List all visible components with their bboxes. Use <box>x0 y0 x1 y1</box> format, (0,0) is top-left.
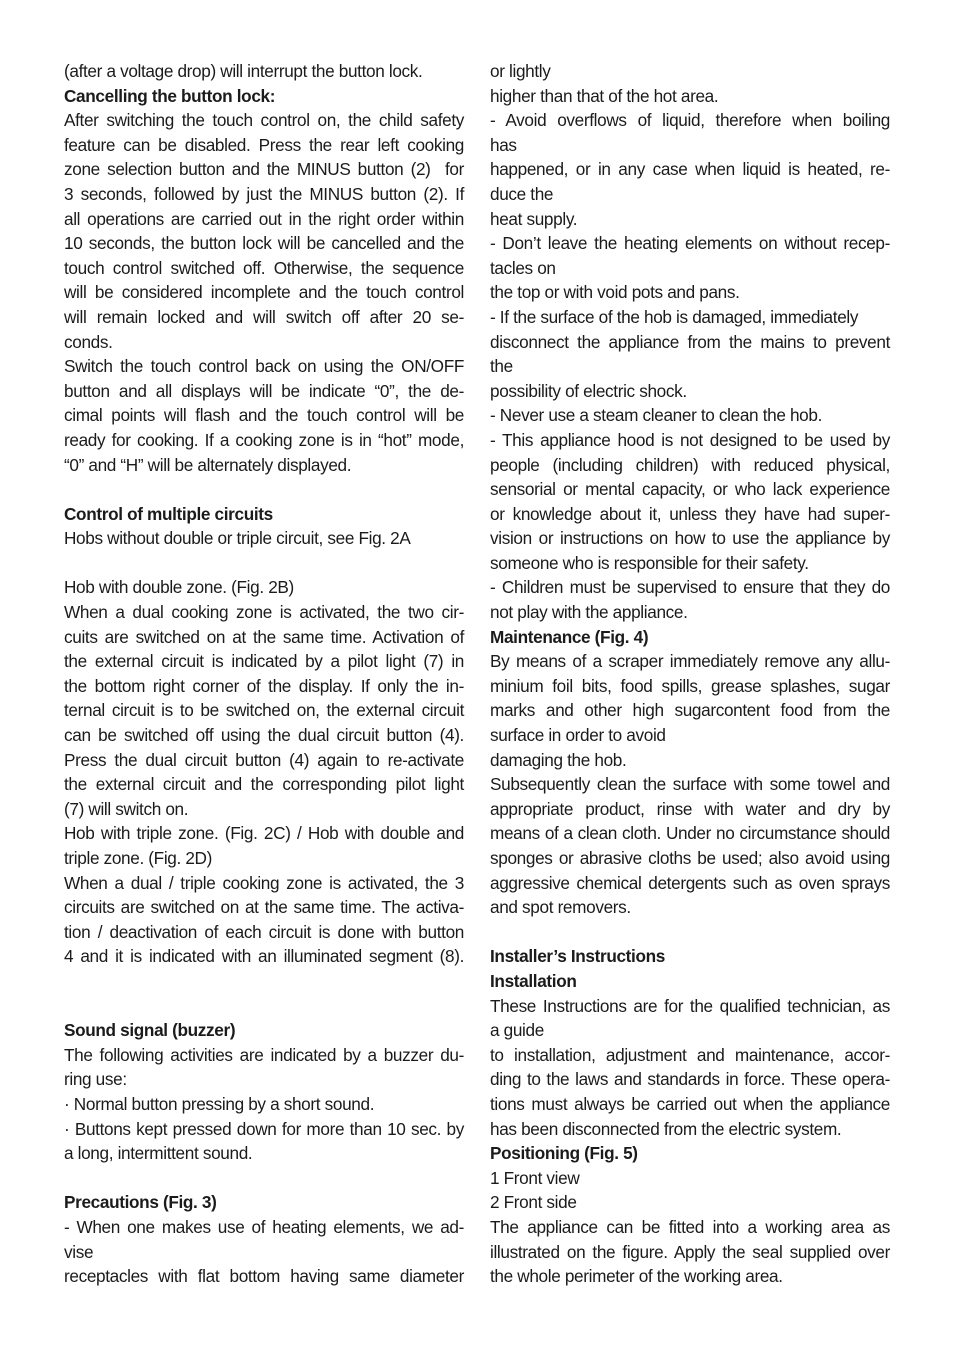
text-line: By means of a scraper immediately remove any allu- <box>490 651 890 672</box>
text-line: Hobs without double or triple circuit, see Fig. 2A <box>64 528 411 549</box>
text-line: circuits are switched on at the same time. The activa- <box>64 897 464 918</box>
text-line: the whole perimeter of the working area. <box>490 1266 783 1287</box>
paragraph-gap <box>64 1166 464 1191</box>
text-line: button and all displays will be indicate “0”, the de- <box>64 380 464 401</box>
text-line: Press the dual circuit button (4) again to re-activate <box>64 749 464 770</box>
text-line: the <box>490 356 513 377</box>
text-line: Subsequently clean the surface with some towel and <box>490 774 890 795</box>
text-line: ring use: <box>64 1069 127 1090</box>
text-line: all operations are carried out in the right order within <box>64 208 464 229</box>
text-line: When a dual cooking zone is activated, the two cir- <box>64 602 464 623</box>
text-line: tacles on <box>490 257 556 278</box>
text-line: conds. <box>64 331 113 352</box>
paragraph-gap <box>64 551 464 576</box>
text-line: marks and other high sugarcontent food from the <box>490 700 890 721</box>
text-line: someone who is responsible for their safety. <box>490 552 809 573</box>
paragraph-gap <box>490 920 890 945</box>
text-line: means of a clean cloth. Under no circumstance should <box>490 823 890 844</box>
text-line: - Don’t leave the heating elements on without recep- <box>490 233 890 254</box>
text-line: and spot removers. <box>490 897 631 918</box>
section-heading: Cancelling the button lock: <box>64 85 276 106</box>
text-line: (after a voltage drop) will interrupt the button lock. <box>64 61 423 81</box>
text-line: cimal points will flash and the touch control will be <box>64 405 464 426</box>
text-line: not play with the appliance. <box>490 602 688 623</box>
text-line: receptacles with flat bottom having same diameter <box>64 1266 464 1287</box>
text-line: The appliance can be fitted into a working area as <box>490 1216 890 1237</box>
text-line: 4 and it is indicated with an illuminated segment (8). <box>64 946 464 967</box>
text-line: - This appliance hood is not designed to be used by <box>490 429 890 450</box>
text-line: vise <box>64 1241 94 1262</box>
text-line: minium foil bits, food spills, grease splashes, sugar <box>490 675 890 696</box>
text-line: 3 seconds, followed by just the MINUS button (2). If <box>64 183 464 204</box>
text-line: touch control switched off. Otherwise, the sequence <box>64 257 464 278</box>
text-line: tion / deactivation of each circuit is done with button <box>64 921 464 942</box>
section-heading: Precautions (Fig. 3) <box>64 1192 217 1213</box>
text-line: to installation, adjustment and maintenance, accor- <box>490 1044 890 1065</box>
text-line: · Normal button pressing by a short sound. <box>64 1093 375 1114</box>
text-line: - Children must be supervised to ensure that they do <box>490 577 890 598</box>
text-line: After switching the touch control on, the child safety <box>64 110 464 131</box>
text-line: 1 Front view <box>490 1167 580 1188</box>
text-line: · Buttons kept pressed down for more than 10 sec. by <box>64 1118 464 1139</box>
text-line: - If the surface of the hob is damaged, immediately <box>490 306 859 327</box>
text-line: sensorial or mental capacity, or who lack experience <box>490 479 890 500</box>
left-text-column <box>64 59 464 1289</box>
text-line: triple zone. (Fig. 2D) <box>64 848 212 868</box>
text-line: tions must always be carried out when the appliance <box>490 1093 890 1114</box>
text-line: or lightly <box>490 61 551 81</box>
text-line: possibility of electric shock. <box>490 380 687 401</box>
text-line: appropriate product, rinse with water and dry by <box>490 798 890 819</box>
section-heading: Sound signal (buzzer) <box>64 1020 236 1041</box>
text-line: has been disconnected from the electric system. <box>490 1118 842 1139</box>
text-line: ding to the laws and standards in force. These opera- <box>490 1069 890 1090</box>
text-line: The following activities are indicated by a buzzer du- <box>64 1044 464 1065</box>
section-heading: Maintenance (Fig. 4) <box>490 626 649 647</box>
right-text-column <box>490 59 890 1289</box>
text-line: “0” and “H” will be alternately displayed. <box>64 454 352 475</box>
text-line: Hob with triple zone. (Fig. 2C) / Hob with double and <box>64 823 464 844</box>
text-line: - When one makes use of heating elements, we ad- <box>64 1216 464 1237</box>
text-line: heat supply. <box>490 208 578 229</box>
text-line: surface in order to avoid <box>490 725 666 746</box>
section-heading: Installer’s Instructions <box>490 946 665 967</box>
paragraph-gap <box>64 477 464 502</box>
text-line: illustrated on the figure. Apply the seal supplied over <box>490 1241 890 1262</box>
text-line: sponges or abrasive cloths be used; also avoid using <box>490 848 890 868</box>
text-line: When a dual / triple cooking zone is activated, the 3 <box>64 872 464 893</box>
text-line: happened, or in any case when liquid is heated, re- <box>490 159 890 180</box>
text-line: ternal circuit is to be switched on, the external circuit <box>64 700 464 721</box>
text-line: These Instructions are for the qualified technician, as <box>490 995 890 1016</box>
text-line: disconnect the appliance from the mains to prevent <box>490 331 890 352</box>
text-line: cuits are switched on at the same time. Activation of <box>64 626 464 647</box>
text-line: ready for cooking. If a cooking zone is in “hot” mode, <box>64 429 464 450</box>
text-line: 10 seconds, the button lock will be cancelled and the <box>64 233 464 254</box>
text-line: Switch the touch control back on using the ON/OFF <box>64 356 464 377</box>
text-line: (7) will switch on. <box>64 798 189 819</box>
text-line: - Avoid overflows of liquid, therefore when boiling <box>490 110 890 131</box>
text-line: or knowledge about it, unless they have had super- <box>490 503 890 524</box>
text-line: 2 Front side <box>490 1192 577 1213</box>
text-line: will remain locked and will switch off after 20 se- <box>64 306 464 327</box>
text-line: duce the <box>490 183 554 204</box>
text-line: damaging the hob. <box>490 749 627 770</box>
text-line: - Never use a steam cleaner to clean the hob. <box>490 405 823 426</box>
text-line: Hob with double zone. (Fig. 2B) <box>64 577 294 598</box>
section-heading: Control of multiple circuits <box>64 503 273 524</box>
paragraph-gap <box>64 994 464 1019</box>
section-heading: Installation <box>490 970 577 991</box>
text-line: can be switched off using the dual circuit button (4). <box>64 725 464 746</box>
text-line: a guide <box>490 1020 544 1041</box>
text-line: the external circuit is indicated by a pilot light (7) in <box>64 651 464 672</box>
text-line: the bottom right corner of the display. If only the in- <box>64 675 464 696</box>
text-line: people (including children) with reduced physical, <box>490 454 890 475</box>
text-line: will be considered incomplete and the touch control <box>64 282 464 303</box>
text-line: vision or instructions on how to use the appliance by <box>490 528 890 549</box>
paragraph-gap <box>64 969 464 994</box>
section-heading: Positioning (Fig. 5) <box>490 1143 638 1164</box>
text-line: higher than that of the hot area. <box>490 85 719 106</box>
text-line: a long, intermittent sound. <box>64 1143 253 1164</box>
text-line: the external circuit and the corresponding pilot light <box>64 774 464 795</box>
text-line: zone selection button and the MINUS button (2) for <box>64 159 464 180</box>
text-line: aggressive chemical detergents such as oven sprays <box>490 872 890 893</box>
text-line: feature can be disabled. Press the rear left cooking <box>64 134 464 155</box>
text-line: has <box>490 134 517 155</box>
text-line: the top or with void pots and pans. <box>490 282 740 303</box>
